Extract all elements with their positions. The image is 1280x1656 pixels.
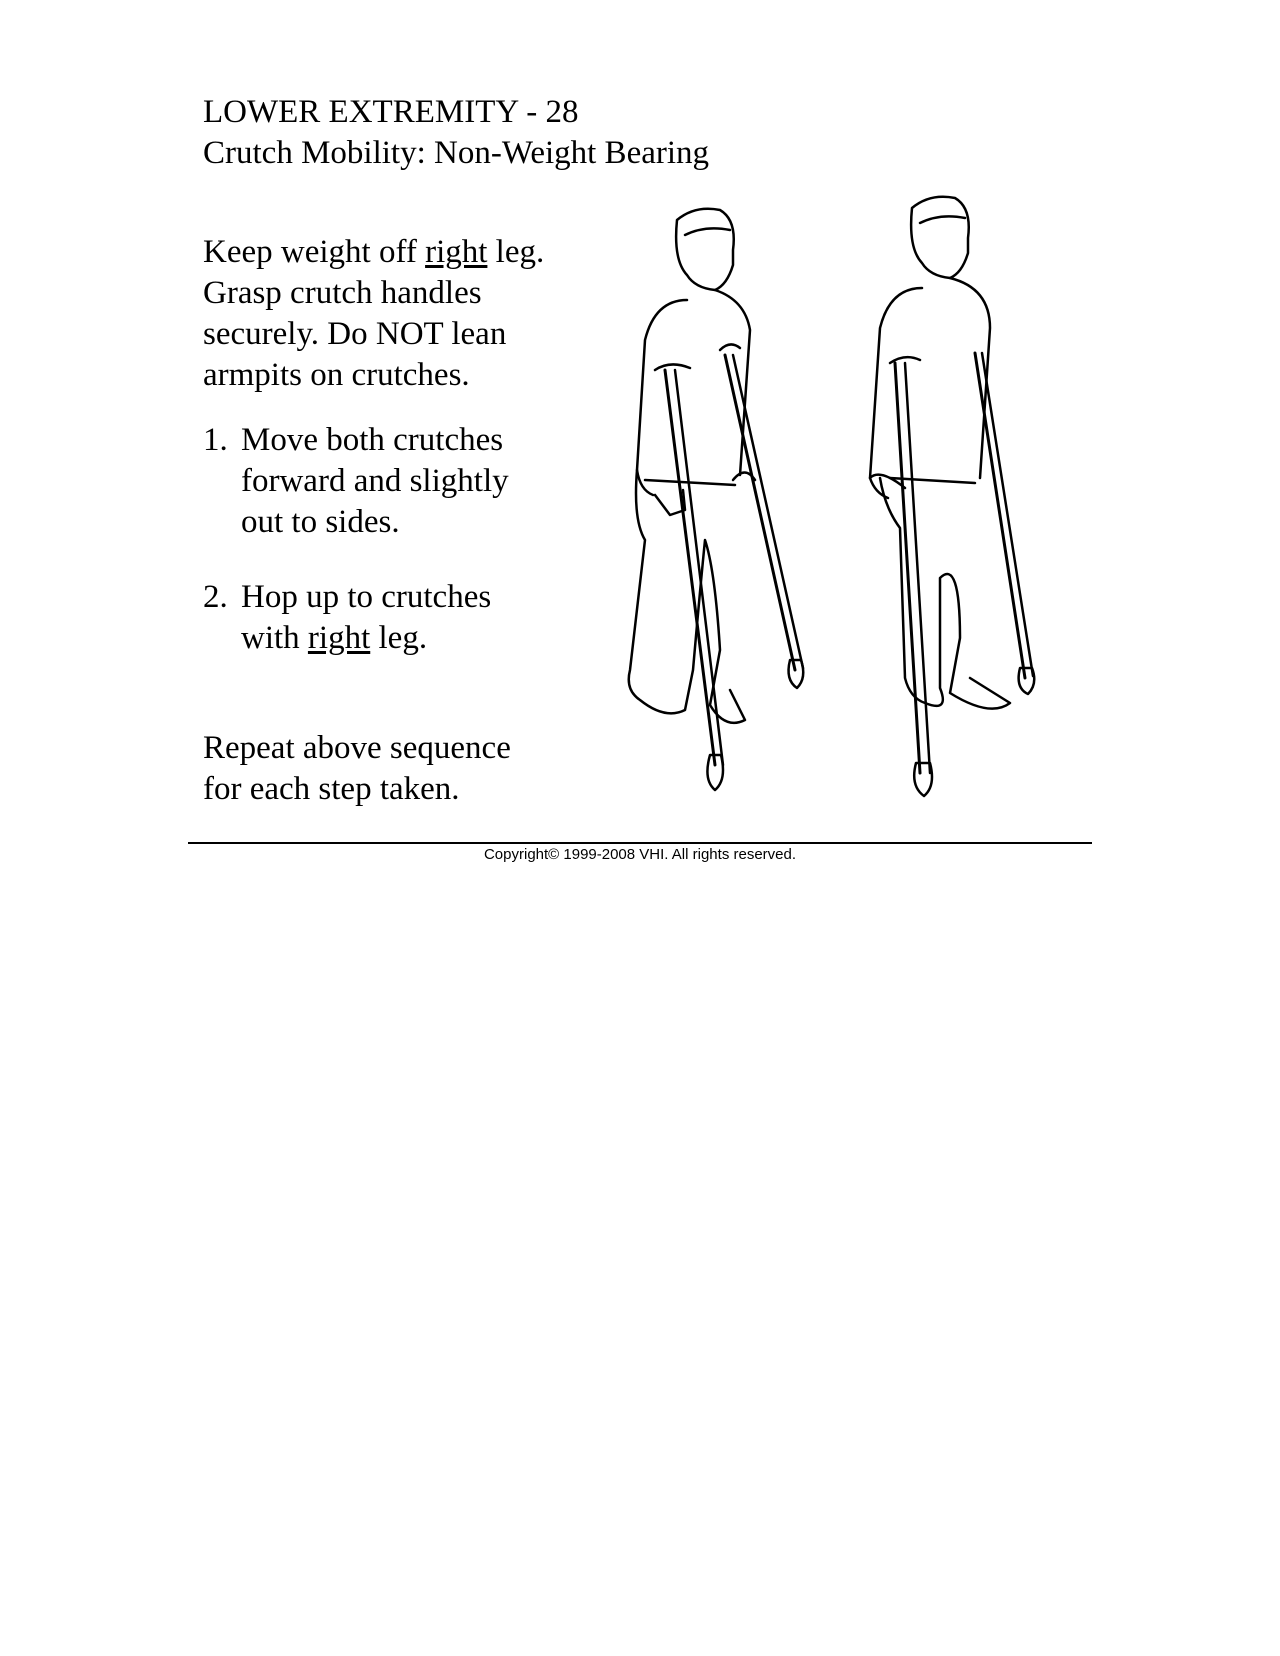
figure-2 bbox=[870, 197, 1034, 796]
intro-text bbox=[203, 232, 583, 396]
exercise-title: LOWER EXTREMITY - 28 bbox=[203, 94, 579, 130]
intro-part1: Keep weight off bbox=[203, 234, 426, 270]
step-2 bbox=[203, 577, 533, 659]
step-text-after: leg. bbox=[370, 620, 428, 656]
intro-underlined-right: right bbox=[425, 234, 488, 270]
exercise-subtitle: Crutch Mobility: Non-Weight Bearing bbox=[203, 135, 710, 171]
footer-divider bbox=[188, 842, 1092, 844]
step-1 bbox=[203, 420, 533, 543]
figure-1 bbox=[629, 209, 804, 790]
step-number: 1. bbox=[203, 422, 228, 458]
step-text: Move both crutches forward and slightly out to sides. bbox=[241, 422, 509, 540]
page-title bbox=[203, 92, 709, 174]
copyright-notice: Copyright© 1999-2008 VHI. All rights reserved. bbox=[483, 846, 797, 863]
closing-text: Repeat above sequence for each step taken. bbox=[203, 730, 511, 807]
crutch-walking-illustration bbox=[615, 190, 1095, 830]
intro-part2: leg. Grasp crutch handles securely. Do NOT lean armpits on crutches. bbox=[203, 234, 545, 393]
step-text-before: Hop up to crutches with bbox=[241, 579, 492, 656]
step-underlined-right: right bbox=[307, 620, 371, 656]
step-number: 2. bbox=[203, 579, 228, 615]
